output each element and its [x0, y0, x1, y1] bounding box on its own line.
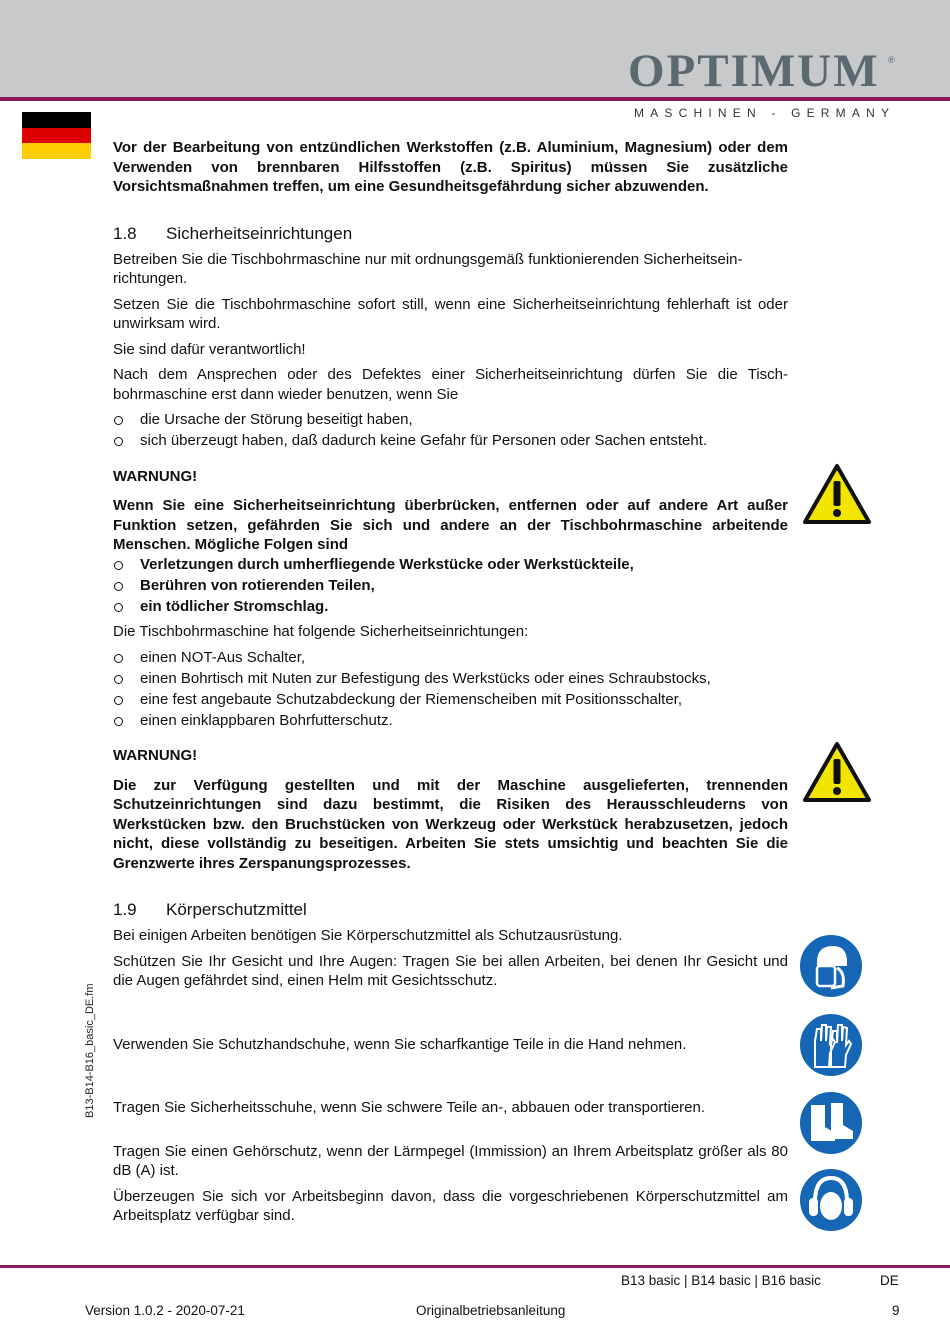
- bullet-list: [113, 648, 788, 731]
- list-item: Berühren von rotierenden Teilen,: [113, 576, 788, 596]
- warning-triangle-icon: [802, 741, 872, 803]
- logo-registered-mark: ®: [888, 55, 895, 65]
- warning-title: WARNUNG!: [113, 747, 198, 764]
- list-item: Verletzungen durch umherfliegende Werkstücke oder Werkstückteile,: [113, 555, 788, 575]
- logo-subtitle: MASCHINEN - GERMANY: [634, 106, 896, 120]
- main-content: [113, 138, 788, 1226]
- ear-protection-icon: [797, 1166, 865, 1234]
- paragraph: Verwenden Sie Schutzhandschuhe, wenn Sie scharfkantige Teile in die Hand nehmen.: [113, 1035, 687, 1053]
- list-item: einen NOT-Aus Schalter,: [113, 648, 788, 668]
- list-item: die Ursache der Störung beseitigt haben,: [113, 410, 788, 430]
- list-item: einen einklappbaren Bohrfutterschutz.: [113, 711, 788, 731]
- footer-language: DE: [880, 1273, 899, 1288]
- paragraph: Betreiben Sie die Tischbohrmaschine nur mit ordnungsgemäß funktionierenden Sicherheitseinrichtungen.: [113, 250, 743, 287]
- optimum-logo: OPTIMUM: [628, 45, 880, 97]
- paragraph: Tragen Sie einen Gehörschutz, wenn der Lärmpegel (Immission) an Ihrem Arbeitsplatz größer als 80 dB (A) ist.: [113, 1142, 788, 1179]
- german-flag-icon: [22, 112, 91, 159]
- warning-text: Die zur Verfügung gestellten und mit der Maschine ausgelieferten, trennenden Schutzeinrichtungen sind dazu bestimmt, die Risiken des Herausschleuderns von Werkstücken bzw. den Bruchstücken von Werkzeug oder Werkstück herabzusetzen, jedoch nicht, diese vollständig zu beseitigen. Arbeiten Sie stets umsichtig und beachten Sie die Grenzwerte ihres Zerspanungsprozesses.: [113, 776, 788, 872]
- paragraph: Nach dem Ansprechen oder des Defektes einer Sicherheitseinrichtung dürfen Sie die Tischbohrmaschine erst dann wieder benutzen, wenn Sie: [113, 366, 788, 403]
- side-file-label: B13-B14-B16_basic_DE.fm: [84, 983, 96, 1118]
- face-shield-icon: [797, 932, 865, 1000]
- list-item: eine fest angebaute Schutzabdeckung der Riemenscheiben mit Positionsschalter,: [113, 690, 788, 710]
- paragraph: Setzen Sie die Tischbohrmaschine sofort still, wenn eine Sicherheitseinrichtung fehlerhaft ist oder unwirksam wird.: [113, 295, 788, 332]
- warning-triangle-icon: [802, 463, 872, 525]
- page-number: 9: [892, 1303, 900, 1318]
- gloves-icon: [797, 1011, 865, 1079]
- footer-models: B13 basic | B14 basic | B16 basic: [621, 1273, 821, 1288]
- footer-doc-type: Originalbetriebsanleitung: [416, 1303, 566, 1318]
- section-heading-1-9: 1.9 Körperschutzmittel: [113, 900, 307, 919]
- paragraph: Bei einigen Arbeiten benötigen Sie Körperschutzmittel als Schutzausrüstung.: [113, 927, 623, 944]
- bullet-list: [113, 410, 788, 451]
- paragraph: Überzeugen Sie sich vor Arbeitsbeginn davon, dass die vorgeschriebenen Körperschutzmittel am Arbeitsplatz verfügbar sind.: [113, 1187, 788, 1224]
- paragraph: Schützen Sie Ihr Gesicht und Ihre Augen: Tragen Sie bei allen Arbeiten, bei denen Ihr Gesicht und die Augen gefährdet sind, einen Helm mit Gesichtsschutz.: [113, 952, 788, 989]
- footer-version: Version 1.0.2 - 2020-07-21: [85, 1303, 245, 1318]
- paragraph: Tragen Sie Sicherheitsschuhe, wenn Sie schwere Teile an-, abbauen oder transportieren.: [113, 1099, 706, 1116]
- list-item: ein tödlicher Stromschlag.: [113, 597, 788, 617]
- safety-boots-icon: [797, 1089, 865, 1157]
- intro-paragraph: Vor der Bearbeitung von entzündlichen Werkstoffen (z.B. Aluminium, Magnesium) oder dem Verwenden von brennbaren Hilfsstoffen (z.B. Spiritus) müssen Sie zusätzliche Vorsichtsmaßnahmen treffen, um eine Gesundheitsgefährdung sicher abzuwenden.: [113, 139, 788, 195]
- warning-text: Wenn Sie eine Sicherheitseinrichtung überbrücken, entfernen oder auf andere Art außer Funktion setzen, gefährden Sie sich und andere an der Tischbohrmaschine arbeitende Menschen. Mögliche Folgen sind: [113, 497, 788, 553]
- header-rule: [0, 97, 950, 101]
- paragraph: Die Tischbohrmaschine hat folgende Sicherheitseinrichtungen:: [113, 623, 529, 640]
- footer-rule: [0, 1265, 950, 1268]
- section-heading-1-8: 1.8 Sicherheitseinrichtungen: [113, 223, 353, 243]
- warning-bullet-list: [113, 555, 788, 617]
- paragraph: Sie sind dafür verantwortlich!: [113, 340, 306, 358]
- list-item: einen Bohrtisch mit Nuten zur Befestigung des Werkstücks oder eines Schraubstocks,: [113, 669, 788, 689]
- warning-title: WARNUNG!: [113, 467, 198, 485]
- list-item: sich überzeugt haben, daß dadurch keine Gefahr für Personen oder Sachen entsteht.: [113, 431, 788, 451]
